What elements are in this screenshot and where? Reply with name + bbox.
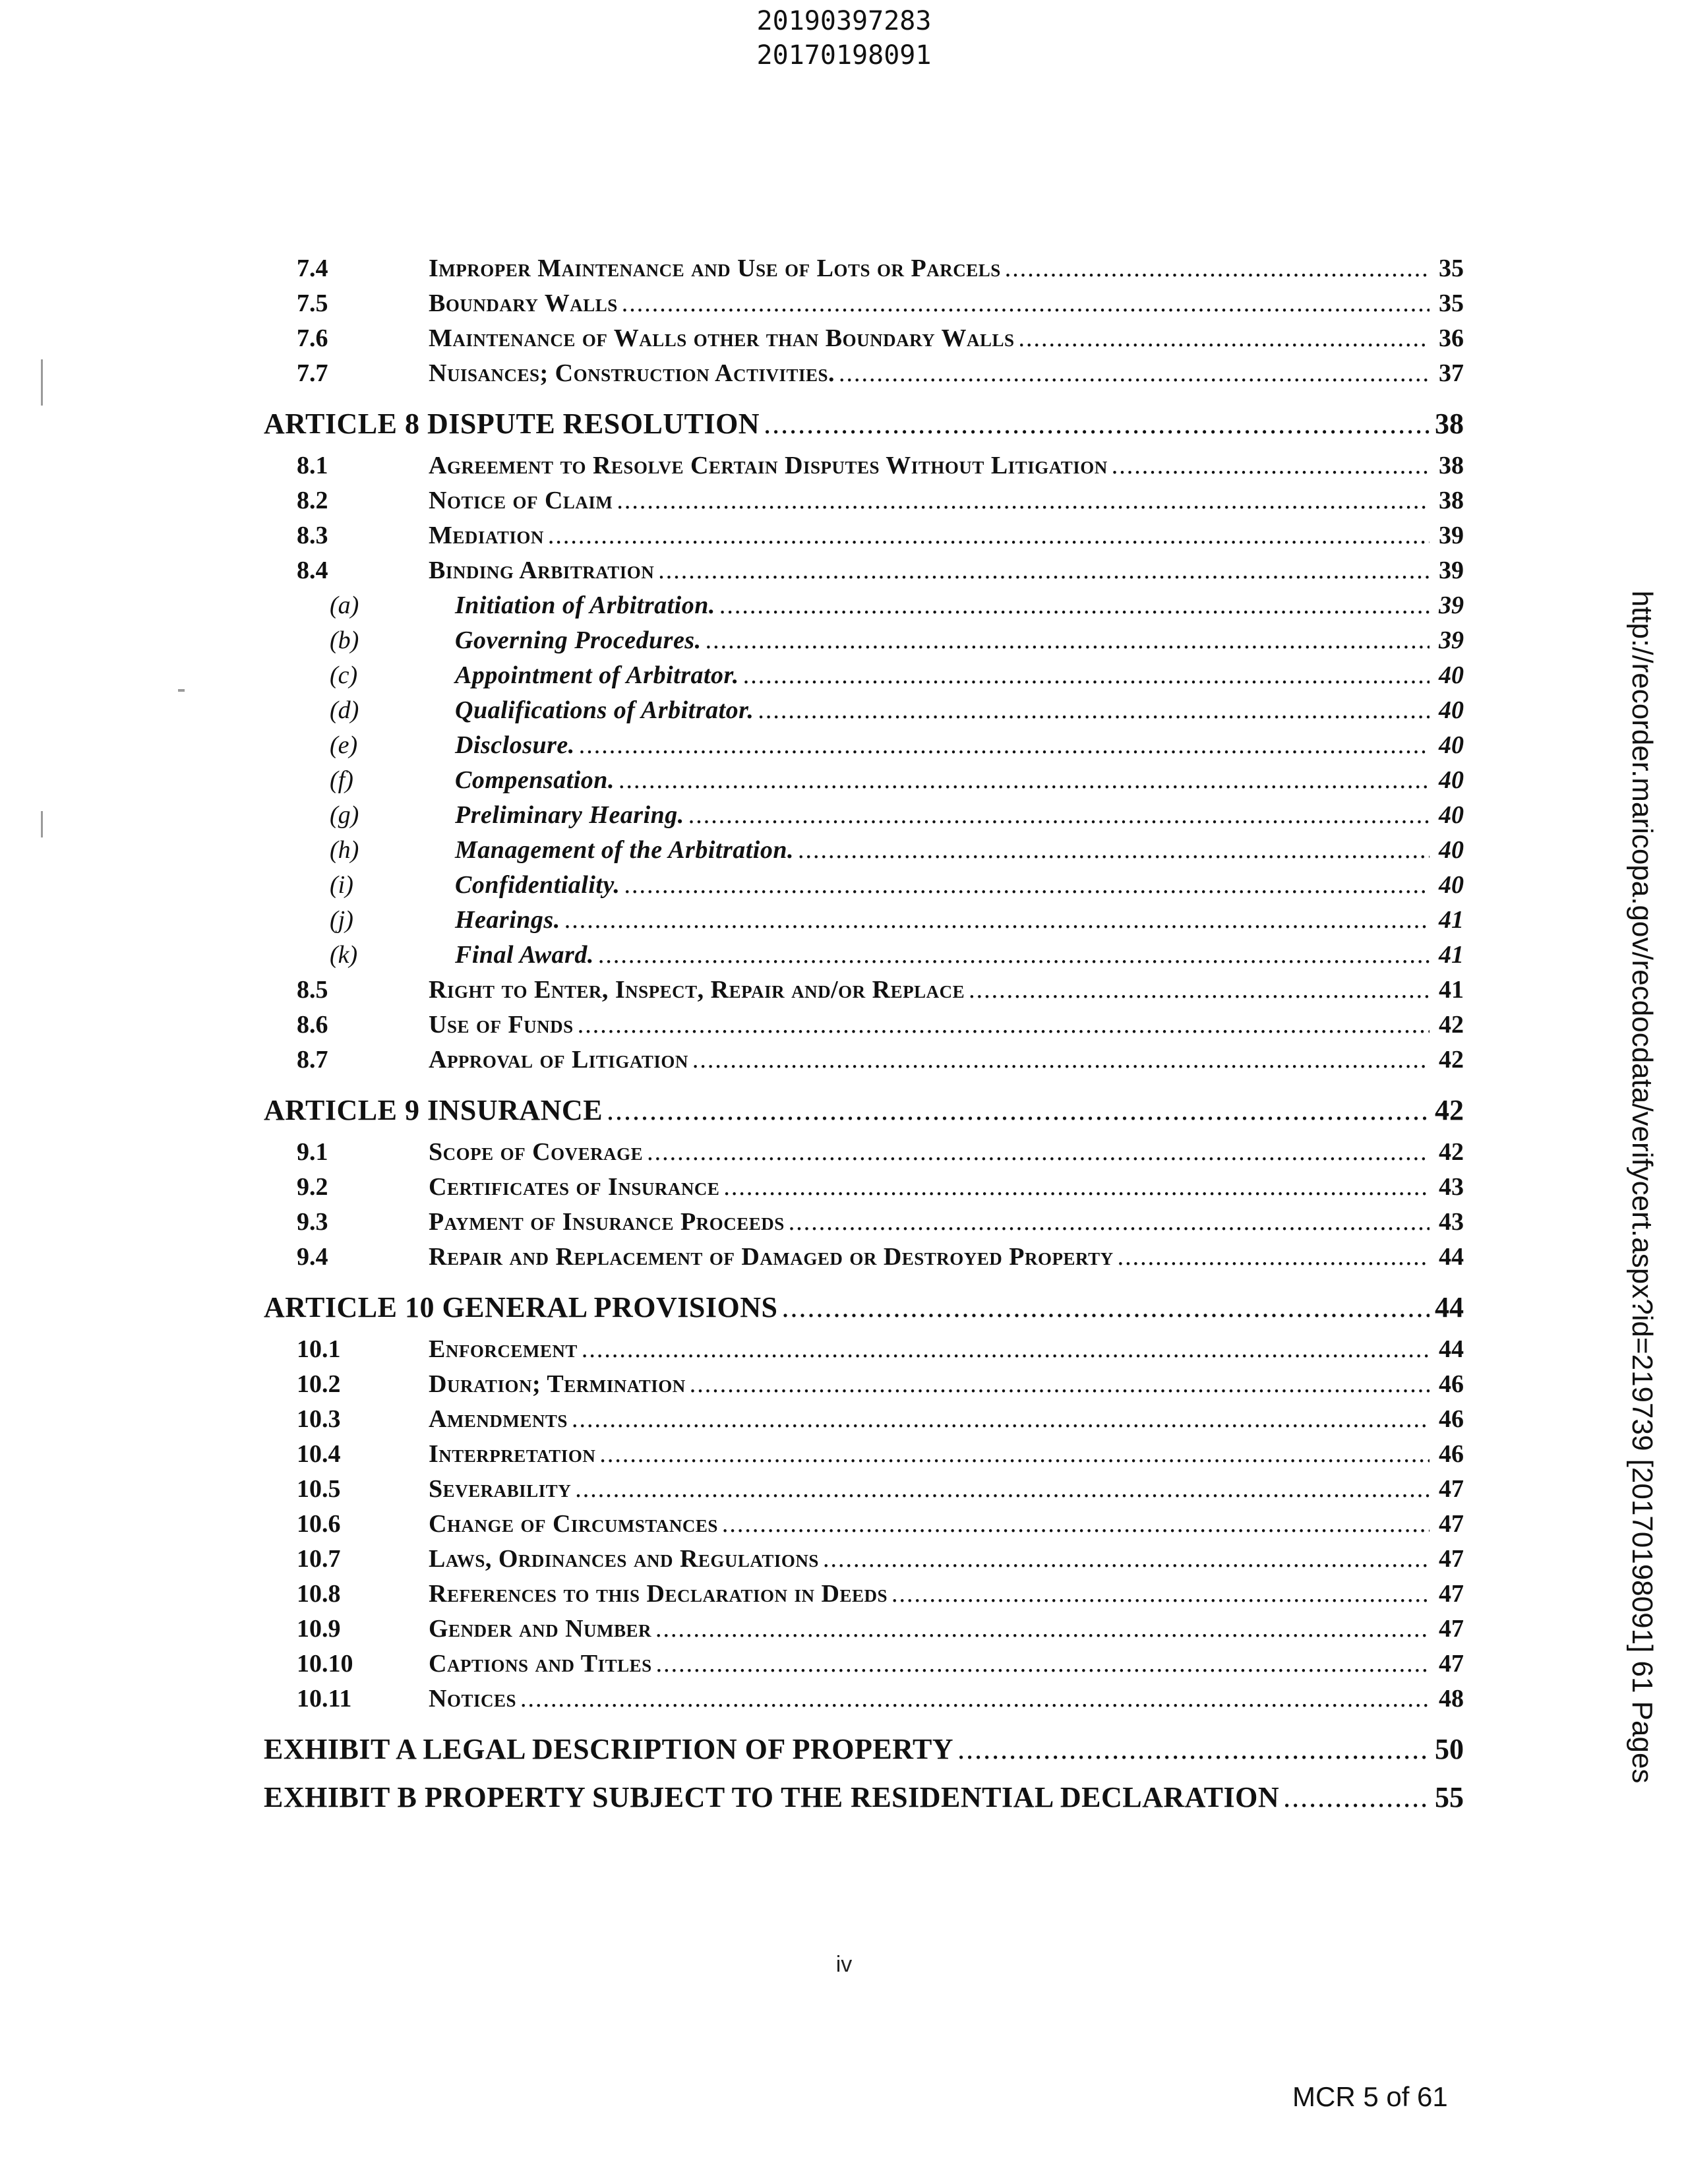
toc-subsection-row — [264, 870, 1464, 905]
toc-entry-page: 47 — [1439, 1580, 1464, 1608]
toc-entry-number: 9.2 — [297, 1173, 328, 1201]
toc-entry-title: Interpretation — [429, 1440, 596, 1468]
toc-dot-leader — [578, 1010, 1430, 1039]
toc-entry-page: 37 — [1439, 359, 1464, 387]
toc-article-row — [264, 1093, 1464, 1128]
toc-section-row — [264, 1405, 1464, 1440]
toc-entry-title: Duration; Termination — [429, 1370, 686, 1398]
toc-subsection-row — [264, 731, 1464, 766]
toc-entry-title: EXHIBIT B PROPERTY SUBJECT TO THE RESIDENTIAL DECLARATION — [264, 1781, 1280, 1813]
toc-entry-page: 41 — [1439, 976, 1464, 1004]
toc-entry-number: 10.6 — [297, 1510, 341, 1538]
toc-entry-title: Hearings. — [455, 906, 560, 934]
toc-entry-title: Appointment of Arbitrator. — [455, 661, 739, 689]
toc-entry-title: EXHIBIT A LEGAL DESCRIPTION OF PROPERTY — [264, 1733, 954, 1765]
toc-dot-leader — [575, 1474, 1430, 1503]
toc-dot-leader — [957, 1732, 1430, 1766]
toc-dot-leader — [572, 1405, 1430, 1434]
toc-dot-leader — [969, 975, 1430, 1004]
toc-dot-leader — [598, 940, 1430, 969]
toc-article-row — [264, 1732, 1464, 1767]
toc-entry-page: 43 — [1439, 1208, 1464, 1236]
toc-dot-leader — [579, 731, 1430, 760]
toc-dot-leader — [758, 696, 1430, 725]
toc-entry-page: 44 — [1435, 1291, 1464, 1323]
toc-entry-title: ARTICLE 9 INSURANCE — [264, 1094, 603, 1126]
toc-entry-page: 40 — [1439, 871, 1464, 899]
toc-entry-number: 10.9 — [297, 1615, 341, 1643]
toc-entry-title: Gender and Number — [429, 1615, 652, 1643]
toc-entry-page: 39 — [1439, 592, 1464, 619]
toc-dot-leader — [719, 591, 1430, 620]
toc-subsection-row — [264, 661, 1464, 696]
toc-entry-number: 10.2 — [297, 1370, 341, 1398]
toc-article-row — [264, 407, 1464, 442]
toc-subsection-row — [264, 940, 1464, 975]
toc-dot-leader — [1118, 1242, 1430, 1271]
toc-section-row — [264, 1649, 1464, 1684]
toc-entry-number: 7.4 — [297, 255, 328, 282]
recording-number-2: 20170198091 — [756, 40, 932, 71]
recording-numbers — [0, 4, 1688, 73]
toc-entry-title: Qualifications of Arbitrator. — [455, 696, 754, 724]
toc-entry-number: 10.4 — [297, 1440, 341, 1468]
toc-entry-title: Binding Arbitration — [429, 557, 655, 584]
toc-entry-page: 38 — [1435, 408, 1464, 440]
toc-dot-leader — [655, 1614, 1430, 1643]
toc-entry-number: (a) — [330, 592, 359, 619]
toc-dot-leader — [764, 407, 1430, 440]
toc-entry-number: 9.3 — [297, 1208, 328, 1236]
toc-entry-number: 10.5 — [297, 1475, 341, 1503]
toc-section-row — [264, 324, 1464, 359]
toc-dot-leader — [690, 1370, 1430, 1399]
toc-dot-leader — [823, 1544, 1430, 1573]
toc-entry-page: 40 — [1439, 836, 1464, 864]
toc-entry-number: (e) — [330, 731, 358, 759]
toc-entry-title: Laws, Ordinances and Regulations — [429, 1545, 819, 1573]
toc-entry-page: 47 — [1439, 1615, 1464, 1643]
toc-entry-number: (i) — [330, 871, 353, 899]
toc-entry-title: Nuisances; Construction Activities. — [429, 359, 835, 387]
toc-entry-page: 35 — [1439, 255, 1464, 282]
toc-section-row — [264, 975, 1464, 1010]
toc-section-row — [264, 1138, 1464, 1172]
page-number: iv — [835, 1952, 853, 1977]
toc-dot-leader — [692, 1045, 1430, 1074]
toc-entry-number: (j) — [330, 906, 353, 934]
scan-margin-mark — [41, 359, 43, 406]
toc-entry-number: (d) — [330, 696, 359, 724]
toc-entry-page: 40 — [1439, 696, 1464, 724]
toc-section-row — [264, 556, 1464, 591]
toc-entry-title: Amendments — [429, 1405, 568, 1433]
toc-entry-title: Compensation. — [455, 766, 615, 794]
toc-entry-number: 10.1 — [297, 1335, 341, 1363]
toc-entry-title: ARTICLE 10 GENERAL PROVISIONS — [264, 1291, 778, 1323]
toc-entry-page: 43 — [1439, 1173, 1464, 1201]
toc-dot-leader — [647, 1138, 1430, 1167]
toc-dot-leader — [839, 359, 1430, 388]
toc-entry-title: Captions and Titles — [429, 1650, 652, 1678]
toc-entry-number: 8.3 — [297, 522, 328, 549]
toc-entry-number: 9.1 — [297, 1138, 328, 1166]
toc-dot-leader — [891, 1579, 1430, 1608]
toc-dot-leader — [656, 1649, 1430, 1678]
toc-entry-number: 10.10 — [297, 1650, 353, 1678]
toc-entry-page: 44 — [1439, 1335, 1464, 1363]
toc-entry-page: 41 — [1439, 906, 1464, 934]
toc-dot-leader — [1112, 451, 1430, 480]
toc-entry-title: Repair and Replacement of Damaged or Destroyed Property — [429, 1243, 1114, 1271]
toc-section-row — [264, 1509, 1464, 1544]
toc-entry-number: 8.4 — [297, 557, 328, 584]
toc-entry-page: 47 — [1439, 1510, 1464, 1538]
toc-entry-page: 40 — [1439, 766, 1464, 794]
toc-entry-number: (c) — [330, 661, 358, 689]
toc-entry-page: 39 — [1439, 522, 1464, 549]
toc-entry-title: Scope of Coverage — [429, 1138, 644, 1166]
toc-entry-number: 7.7 — [297, 359, 328, 387]
toc-section-row — [264, 451, 1464, 486]
toc-entry-number: (h) — [330, 836, 359, 864]
toc-article-row — [264, 1780, 1464, 1815]
toc-entry-number: 7.6 — [297, 324, 328, 352]
toc-dot-leader — [723, 1172, 1430, 1201]
toc-entry-title: Agreement to Resolve Certain Disputes Without Litigation — [429, 452, 1108, 479]
toc-entry-page: 42 — [1435, 1094, 1464, 1126]
toc-subsection-row — [264, 591, 1464, 626]
toc-entry-page: 42 — [1439, 1011, 1464, 1039]
toc-entry-number: 10.11 — [297, 1685, 352, 1713]
toc-section-row — [264, 1370, 1464, 1405]
toc-entry-title: Certificates of Insurance — [429, 1173, 720, 1201]
toc-section-row — [264, 1544, 1464, 1579]
toc-dot-leader — [798, 835, 1430, 864]
toc-entry-title: ARTICLE 8 DISPUTE RESOLUTION — [264, 408, 760, 440]
toc-subsection-row — [264, 835, 1464, 870]
toc-entry-title: Improper Maintenance and Use of Lots or Parcels — [429, 255, 1001, 282]
toc-entry-page: 39 — [1439, 557, 1464, 584]
toc-dot-leader — [607, 1093, 1430, 1127]
toc-entry-page: 47 — [1439, 1545, 1464, 1573]
table-of-contents — [264, 254, 1464, 1825]
toc-entry-page: 41 — [1439, 941, 1464, 969]
toc-entry-page: 40 — [1439, 801, 1464, 829]
toc-entry-title: Payment of Insurance Proceeds — [429, 1208, 785, 1236]
toc-dot-leader — [548, 521, 1430, 550]
toc-entry-page: 50 — [1435, 1733, 1464, 1765]
toc-entry-title: Initiation of Arbitration. — [455, 592, 715, 619]
toc-dot-leader — [520, 1684, 1430, 1713]
toc-dot-leader — [617, 486, 1430, 515]
toc-entry-number: 10.3 — [297, 1405, 341, 1433]
scan-margin-mark — [178, 689, 185, 692]
toc-dot-leader — [658, 556, 1430, 585]
toc-subsection-row — [264, 905, 1464, 940]
toc-section-row — [264, 289, 1464, 324]
toc-dot-leader — [706, 626, 1430, 655]
toc-entry-page: 46 — [1439, 1405, 1464, 1433]
toc-entry-page: 35 — [1439, 289, 1464, 317]
toc-dot-leader — [743, 661, 1430, 690]
toc-entry-page: 36 — [1439, 324, 1464, 352]
toc-entry-page: 42 — [1439, 1046, 1464, 1074]
toc-entry-title: Mediation — [429, 522, 544, 549]
toc-entry-number: (f) — [330, 766, 353, 794]
toc-entry-number: 8.6 — [297, 1011, 328, 1039]
toc-subsection-row — [264, 801, 1464, 835]
toc-entry-number: 9.4 — [297, 1243, 328, 1271]
toc-entry-title: Maintenance of Walls other than Boundary Walls — [429, 324, 1015, 352]
toc-entry-number: 8.7 — [297, 1046, 328, 1074]
toc-entry-number: (b) — [330, 626, 359, 654]
toc-article-row — [264, 1290, 1464, 1325]
toc-entry-title: Notice of Claim — [429, 487, 613, 514]
toc-entry-title: Severability — [429, 1475, 572, 1503]
toc-entry-page: 39 — [1439, 626, 1464, 654]
toc-entry-number: 8.2 — [297, 487, 328, 514]
toc-section-row — [264, 1440, 1464, 1474]
toc-entry-number: 10.8 — [297, 1580, 341, 1608]
toc-section-row — [264, 1614, 1464, 1649]
toc-dot-leader — [789, 1207, 1430, 1236]
toc-entry-title: Preliminary Hearing. — [455, 801, 684, 829]
toc-entry-title: Change of Circumstances — [429, 1510, 718, 1538]
toc-section-row — [264, 521, 1464, 556]
mcr-page-count: MCR 5 of 61 — [1292, 2081, 1448, 2112]
toc-section-row — [264, 1242, 1464, 1277]
toc-dot-leader — [618, 766, 1430, 795]
toc-entry-number: (g) — [330, 801, 359, 829]
toc-section-row — [264, 1684, 1464, 1719]
scan-margin-mark — [41, 811, 43, 837]
toc-section-row — [264, 1207, 1464, 1242]
toc-entry-page: 47 — [1439, 1650, 1464, 1678]
toc-entry-title: Approval of Litigation — [429, 1046, 688, 1074]
toc-entry-page: 40 — [1439, 731, 1464, 759]
toc-dot-leader — [564, 905, 1430, 934]
toc-dot-leader — [1005, 254, 1430, 283]
toc-entry-title: References to this Declaration in Deeds — [429, 1580, 888, 1608]
toc-entry-title: Governing Procedures. — [455, 626, 702, 654]
toc-section-row — [264, 254, 1464, 289]
toc-section-row — [264, 1172, 1464, 1207]
toc-entry-page: 47 — [1439, 1475, 1464, 1503]
toc-section-row — [264, 359, 1464, 394]
toc-section-row — [264, 1579, 1464, 1614]
toc-entry-page: 48 — [1439, 1685, 1464, 1713]
toc-entry-page: 40 — [1439, 661, 1464, 689]
toc-dot-leader — [1019, 324, 1430, 353]
toc-entry-number: 8.5 — [297, 976, 328, 1004]
toc-section-row — [264, 1010, 1464, 1045]
toc-entry-number: (k) — [330, 941, 358, 969]
toc-entry-title: Use of Funds — [429, 1011, 574, 1039]
toc-entry-title: Enforcement — [429, 1335, 578, 1363]
toc-entry-title: Notices — [429, 1685, 516, 1713]
toc-section-row — [264, 486, 1464, 521]
toc-entry-page: 38 — [1439, 452, 1464, 479]
toc-dot-leader — [599, 1440, 1430, 1469]
toc-dot-leader — [1283, 1780, 1430, 1814]
toc-dot-leader — [624, 870, 1430, 899]
toc-section-row — [264, 1474, 1464, 1509]
toc-entry-page: 38 — [1439, 487, 1464, 514]
toc-entry-number: 10.7 — [297, 1545, 341, 1573]
toc-section-row — [264, 1045, 1464, 1080]
toc-entry-number: 8.1 — [297, 452, 328, 479]
toc-entry-page: 46 — [1439, 1370, 1464, 1398]
toc-entry-title: Confidentiality. — [455, 871, 620, 899]
toc-entry-number: 7.5 — [297, 289, 328, 317]
toc-dot-leader — [582, 1335, 1430, 1364]
recorder-verification-url: http://recorder.maricopa.gov/recdocdata/verifycert.aspx?id=219739 [20170198091] 61 Pages — [1626, 590, 1658, 1784]
toc-entry-title: Disclosure. — [455, 731, 575, 759]
toc-entry-title: Boundary Walls — [429, 289, 618, 317]
recording-number-1: 20190397283 — [756, 6, 932, 36]
toc-dot-leader — [781, 1290, 1430, 1324]
toc-entry-title: Right to Enter, Inspect, Repair and/or Replace — [429, 976, 965, 1004]
toc-dot-leader — [722, 1509, 1430, 1538]
toc-subsection-row — [264, 696, 1464, 731]
toc-entry-page: 55 — [1435, 1781, 1464, 1813]
toc-subsection-row — [264, 766, 1464, 801]
toc-subsection-row — [264, 626, 1464, 661]
toc-section-row — [264, 1335, 1464, 1370]
toc-dot-leader — [622, 289, 1430, 318]
toc-entry-page: 42 — [1439, 1138, 1464, 1166]
toc-entry-title: Final Award. — [455, 941, 594, 969]
toc-entry-page: 44 — [1439, 1243, 1464, 1271]
toc-entry-page: 46 — [1439, 1440, 1464, 1468]
toc-entry-title: Management of the Arbitration. — [455, 836, 794, 864]
toc-dot-leader — [688, 801, 1430, 830]
